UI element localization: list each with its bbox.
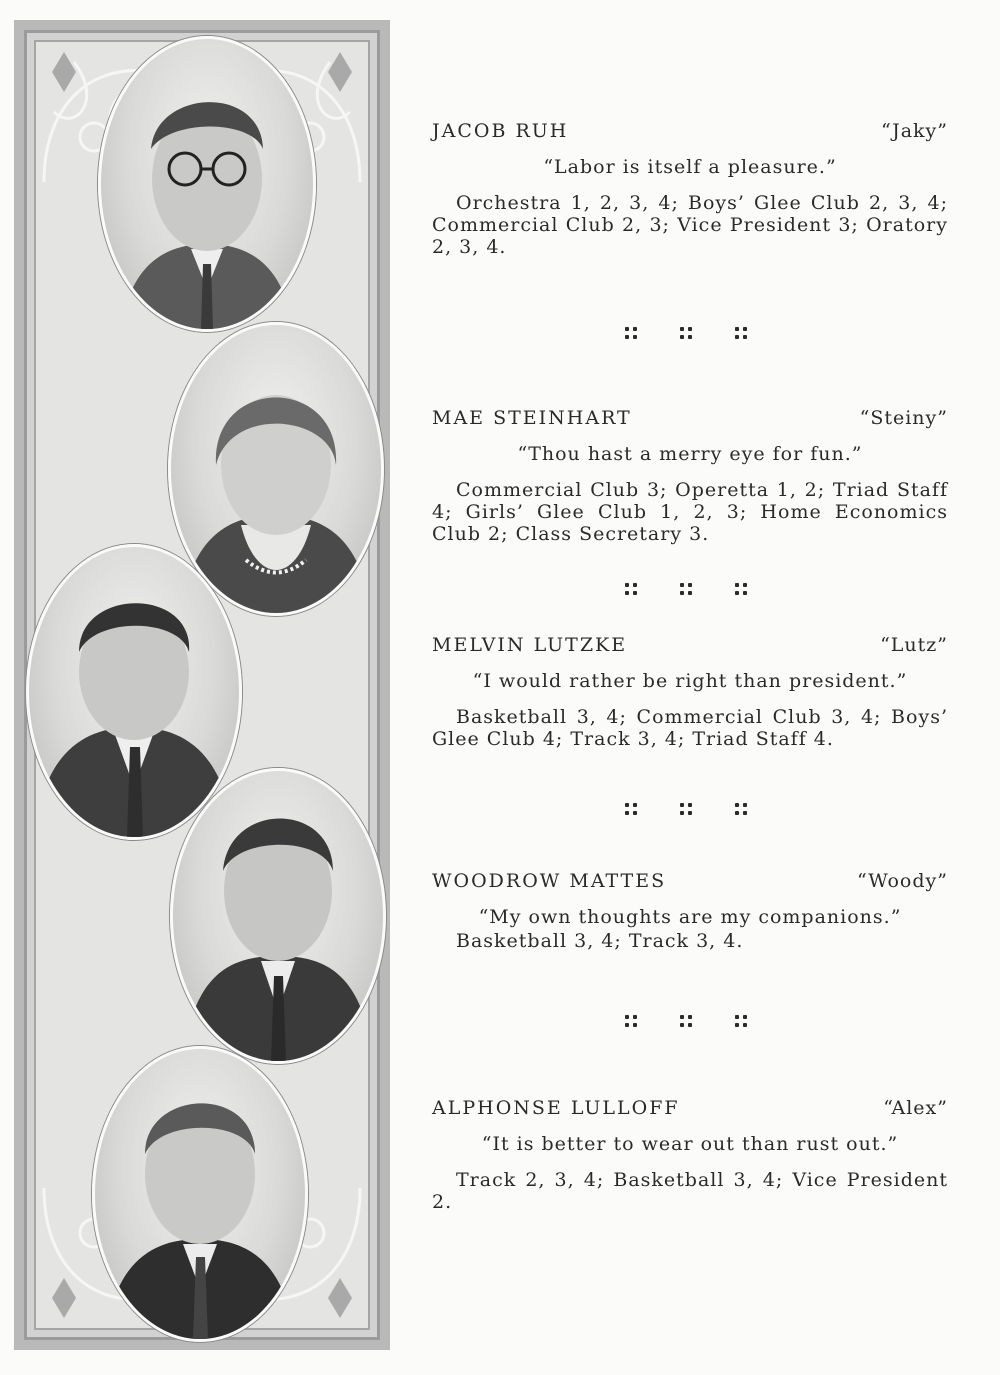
student-activities: Basketball 3, 4; Commercial Club 3, 4; Boys’ Glee Club 4; Track 3, 4; Triad Staff 4.	[432, 706, 948, 750]
section-divider	[624, 1014, 748, 1030]
student-name: WOODROW MATTES	[432, 870, 667, 892]
student-activities: Orchestra 1, 2, 3, 4; Boys’ Glee Club 2, 3, 4; Commercial Club 2, 3; Vice President 3; Oratory 2, 3, 4.	[432, 192, 948, 258]
student-name: MAE STEINHART	[432, 407, 632, 429]
student-entry	[432, 407, 948, 545]
student-nickname: “Alex”	[883, 1097, 948, 1119]
ornament-dots	[624, 326, 638, 340]
student-motto: “Thou hast a merry eye for fun.”	[517, 443, 863, 465]
ornament-dots	[679, 1014, 693, 1028]
student-activities: Commercial Club 3; Operetta 1, 2; Triad Staff 4; Girls’ Glee Club 1, 2, 3; Home Economics Club 2; Class Secretary 3.	[432, 479, 948, 545]
student-activities: Basketball 3, 4; Track 3, 4.	[456, 930, 744, 952]
ornament-dots	[679, 582, 693, 596]
student-motto: “My own thoughts are my companions.”	[478, 906, 902, 928]
ornament-dots	[734, 326, 748, 340]
ornament-dots	[734, 1014, 748, 1028]
section-divider	[624, 802, 748, 818]
portrait-melvin-lutzke	[26, 544, 242, 840]
section-divider	[624, 326, 748, 342]
ornament-dots	[624, 1014, 638, 1028]
ornament-dots	[679, 326, 693, 340]
student-name: ALPHONSE LULLOFF	[432, 1097, 680, 1119]
student-nickname: “Lutz”	[880, 634, 948, 656]
ornament-dots	[624, 802, 638, 816]
section-divider	[624, 582, 748, 598]
student-nickname: “Woody”	[857, 870, 948, 892]
student-nickname: “Steiny”	[859, 407, 948, 429]
portrait-mae-steinhart	[168, 322, 384, 616]
ornament-dots	[679, 802, 693, 816]
student-entry	[432, 120, 948, 258]
student-nickname: “Jaky”	[880, 120, 948, 142]
student-entry	[432, 1097, 948, 1213]
student-motto: “Labor is itself a pleasure.”	[543, 156, 837, 178]
student-name: MELVIN LUTZKE	[432, 634, 628, 656]
ornament-dots	[734, 802, 748, 816]
ornament-dots	[734, 582, 748, 596]
portrait-jacob-ruh	[98, 36, 316, 332]
portrait-alphonse-lulloff	[92, 1046, 308, 1342]
student-motto: “I would rather be right than president.”	[472, 670, 908, 692]
student-activities: Track 2, 3, 4; Basketball 3, 4; Vice President 2.	[432, 1169, 948, 1213]
ornament-dots	[624, 582, 638, 596]
student-entry	[432, 870, 948, 952]
student-motto: “It is better to wear out than rust out.”	[481, 1133, 899, 1155]
student-name: JACOB RUH	[432, 120, 569, 142]
student-entry	[432, 634, 948, 750]
portrait-woodrow-mattes	[170, 768, 386, 1064]
